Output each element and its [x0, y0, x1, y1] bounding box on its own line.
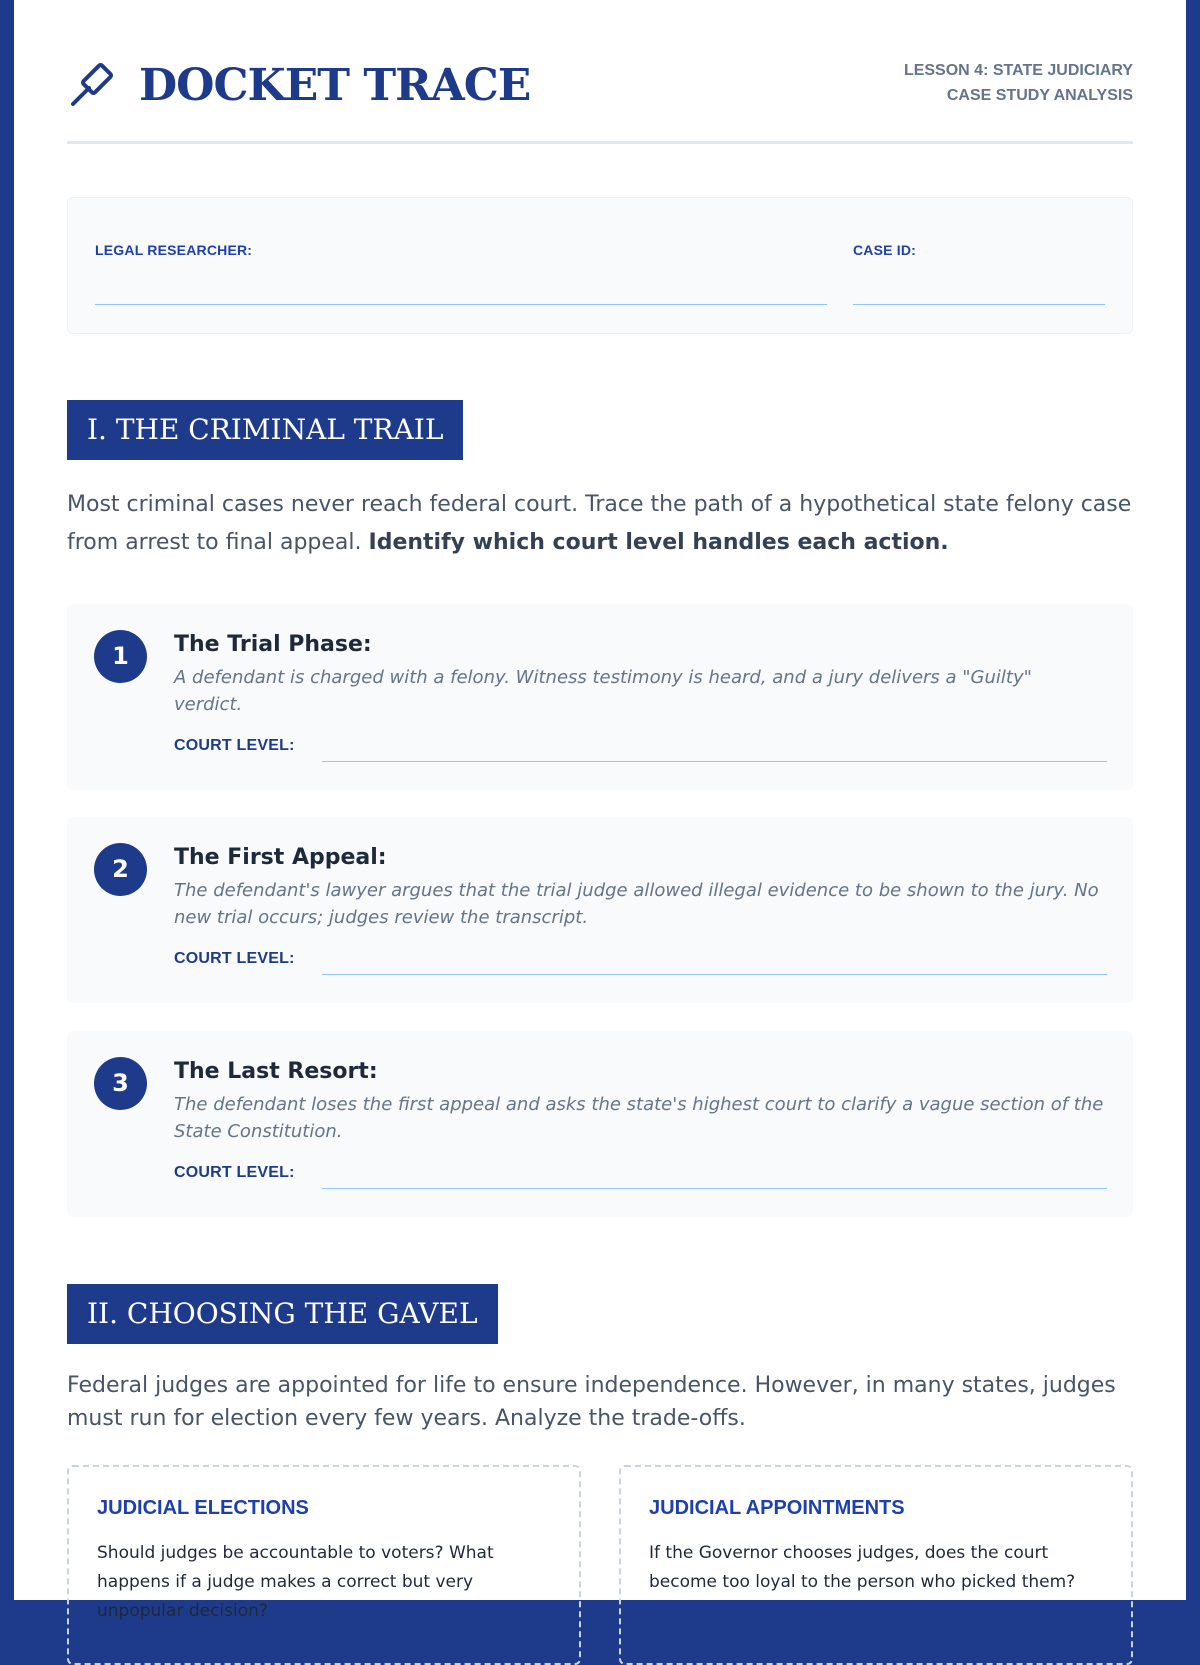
step-title: The Trial Phase:: [174, 632, 372, 657]
page-header: [67, 0, 1133, 144]
lesson-label: [904, 58, 1133, 108]
step-title: The First Appeal:: [174, 845, 387, 870]
elections-text: Should judges be accountable to voters? What happens if a judge makes a correct but very unpopular decision?: [97, 1543, 494, 1621]
step-description: A defendant is charged with a felony. Witness testimony is heard, and a jury delivers a "Guilty" verdict.: [174, 667, 1032, 715]
elections-title: JUDICIAL ELECTIONS: [97, 1497, 309, 1519]
researcher-label: LEGAL RESEARCHER:: [95, 242, 253, 258]
section-choosing-gavel: [67, 1284, 1133, 1344]
page-title: DOCKET TRACE: [139, 60, 531, 111]
appointments-title: JUDICIAL APPOINTMENTS: [649, 1497, 905, 1519]
case-id-label: CASE ID:: [853, 242, 917, 258]
court-level-label: COURT LEVEL:: [174, 950, 295, 967]
step-card: [67, 604, 1133, 790]
appointments-box: [619, 1465, 1133, 1665]
court-level-label: COURT LEVEL:: [174, 1164, 295, 1181]
gavel-icon: [67, 58, 119, 110]
court-level-label: COURT LEVEL:: [174, 737, 295, 754]
step-description: The defendant's lawyer argues that the trial judge allowed illegal evidence to be shown to the jury. No new trial occurs; judges review the transcript.: [174, 880, 1099, 928]
step-card: [67, 1031, 1133, 1217]
section-intro: [67, 486, 1133, 562]
appointments-text: If the Governor chooses judges, does the court become too loyal to the person who picked them?: [649, 1543, 1076, 1592]
section-intro: Federal judges are appointed for life to ensure independence. However, in many states, judges must run for election every few years. Analyze the trade-offs.: [67, 1373, 1116, 1431]
step-title: The Last Resort:: [174, 1059, 378, 1084]
intro-instruction: Identify which court level handles each action.: [368, 530, 949, 555]
elections-box: [67, 1465, 581, 1665]
researcher-field[interactable]: [95, 304, 827, 305]
step-number-badge: 1: [94, 630, 147, 683]
worksheet-page: [14, 0, 1186, 1621]
lesson-line-1: LESSON 4: STATE JUDICIARY: [903, 62, 1133, 79]
case-id-field[interactable]: [853, 304, 1105, 305]
intro-text: Most criminal cases never reach federal court. Trace the path of a hypothetical state felony case from arrest to final appeal.: [67, 492, 1132, 555]
court-level-field[interactable]: [322, 1188, 1107, 1189]
lesson-line-2: CASE STUDY ANALYSIS: [946, 87, 1133, 104]
step-number-badge: 3: [94, 1057, 147, 1110]
section-criminal-trail: [67, 400, 1133, 460]
step-number-badge: 2: [94, 843, 147, 896]
step-card: [67, 817, 1133, 1003]
court-level-field[interactable]: [322, 761, 1107, 762]
court-level-field[interactable]: [322, 974, 1107, 975]
researcher-info-box: [67, 197, 1133, 334]
section-heading: I. THE CRIMINAL TRAIL: [67, 400, 463, 460]
step-description: The defendant loses the first appeal and asks the state's highest court to clarify a vague section of the State Constitution.: [174, 1094, 1104, 1142]
section-heading: II. CHOOSING THE GAVEL: [67, 1284, 498, 1344]
